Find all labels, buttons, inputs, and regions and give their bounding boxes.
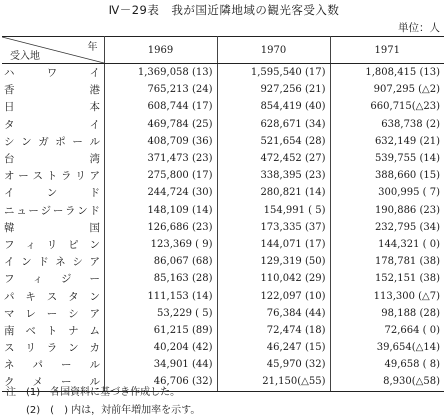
visitors-1969: 61,215 (89) xyxy=(104,322,217,339)
visitors-1970: 76,384 (44) xyxy=(217,305,330,322)
destination-label: タ イ xyxy=(4,118,100,131)
year-header-1969: 1969 xyxy=(104,37,217,64)
visitors-1969: 244,724 (30) xyxy=(104,184,217,201)
year-header-1971: 1971 xyxy=(330,37,444,64)
destination-name xyxy=(2,322,104,339)
destination-label: イ ン ド xyxy=(4,187,100,200)
visitors-1969: 86,067 (68) xyxy=(104,253,217,270)
destination-name xyxy=(2,150,104,167)
visitors-1969: 408,709 (36) xyxy=(104,133,217,150)
table-row xyxy=(2,253,444,270)
visitors-1971: 8,930(△58) xyxy=(330,373,444,391)
visitors-1971: 1,808,415 (13) xyxy=(365,67,440,79)
table-row xyxy=(2,184,444,201)
visitors-1970: 280,821 (14) xyxy=(217,184,330,201)
visitors-1971: 113,300 (△7) xyxy=(373,290,440,302)
corner-destination-label: 受入地 xyxy=(10,51,40,62)
visitors-1971: 98,188 (28) xyxy=(381,307,440,319)
destination-label: イ ン ド ネ シ ア xyxy=(4,256,100,269)
table-row xyxy=(2,356,444,373)
visitors-1970: 628,671 (34) xyxy=(217,116,330,133)
table-row xyxy=(2,322,444,339)
table-row xyxy=(2,133,444,150)
destination-name xyxy=(2,253,104,270)
destination-label: マ レ ー シ ア xyxy=(4,307,100,320)
visitors-1971: 190,886 (23) xyxy=(374,204,440,216)
destination-name xyxy=(2,356,104,373)
visitors-1970: 144,071 (17) xyxy=(217,236,330,253)
table-row xyxy=(2,64,444,82)
visitors-1970: 927,256 (21) xyxy=(217,81,330,98)
visitors-1971: 539,755 (14) xyxy=(374,153,440,165)
destination-label: シ ン ガ ポ ー ル xyxy=(4,135,100,148)
visitors-1970: 173,335 (37) xyxy=(217,219,330,236)
visitors-1969: 40,204 (42) xyxy=(104,339,217,356)
table-row xyxy=(2,305,444,322)
corner-header xyxy=(2,37,104,64)
visitors-1971: 660,715(△23) xyxy=(370,101,440,113)
visitors-1971: 232,795 (34) xyxy=(374,221,440,233)
visitors-1969: 275,800 (17) xyxy=(104,167,217,184)
visitors-1970: 122,097 (10) xyxy=(217,287,330,304)
destination-label: 南 ベ ト ナ ム xyxy=(4,324,100,337)
visitors-1970: 72,474 (18) xyxy=(217,322,330,339)
visitors-1969: 148,109 (14) xyxy=(104,202,217,219)
visitors-1971: 49,658 ( 8) xyxy=(384,359,440,371)
corner-year-label: 年 xyxy=(87,42,98,53)
visitors-1971: 632,149 (21) xyxy=(374,135,440,147)
visitors-1969: 46,706 (32) xyxy=(104,373,217,391)
destination-name xyxy=(2,184,104,201)
destination-label: フ ィ リ ピ ン xyxy=(4,238,100,251)
destination-label: オ ー ス ト ラ リ ア xyxy=(4,170,100,183)
visitors-1969: 34,901 (44) xyxy=(104,356,217,373)
visitors-1970: 1,595,540 (17) xyxy=(217,64,330,82)
visitors-1970: 45,970 (32) xyxy=(217,356,330,373)
visitors-1970: 472,452 (27) xyxy=(217,150,330,167)
table-row xyxy=(2,339,444,356)
visitors-1969: 126,686 (23) xyxy=(104,219,217,236)
table-row xyxy=(2,167,444,184)
table-row xyxy=(2,287,444,304)
visitors-1970: 129,319 (50) xyxy=(217,253,330,270)
visitors-1969: 608,744 (17) xyxy=(104,98,217,115)
visitors-1971: 638,738 (2) xyxy=(381,118,440,130)
table-row xyxy=(2,81,444,98)
footnote-2: (2) ( ) 内は，対前年増加率を示す。 xyxy=(6,405,201,416)
destination-label: ス リ ラ ン カ xyxy=(4,342,100,355)
visitors-1969: 85,163 (28) xyxy=(104,270,217,287)
destination-name xyxy=(2,219,104,236)
destination-name xyxy=(2,270,104,287)
visitors-1969: 1,369,058 (13) xyxy=(104,64,217,82)
visitors-1970: 521,654 (28) xyxy=(217,133,330,150)
destination-name xyxy=(2,287,104,304)
table-row xyxy=(2,116,444,133)
visitors-1971: 300,995 ( 7) xyxy=(378,187,440,199)
footnotes xyxy=(6,384,200,420)
visitors-1970: 338,395 (23) xyxy=(217,167,330,184)
footnote-1: 注 (1) 各国資料に基づき作成した。 xyxy=(6,387,181,398)
destination-label: 日 本 xyxy=(4,101,100,114)
destination-name xyxy=(2,236,104,253)
visitors-1969: 53,229 ( 5) xyxy=(104,305,217,322)
destination-name xyxy=(2,202,104,219)
destination-label: ク メ ー ル xyxy=(4,376,100,389)
unit-label: 単位：人 xyxy=(398,22,440,34)
visitors-1970: 21,150(△55) xyxy=(217,373,330,391)
visitors-1970: 854,419 (40) xyxy=(217,98,330,115)
table-row xyxy=(2,202,444,219)
visitors-1971: 907,295 (△2) xyxy=(373,84,440,96)
destination-name xyxy=(2,133,104,150)
destination-label: ネ パ ー ル xyxy=(4,359,100,372)
visitors-1969: 469,784 (25) xyxy=(104,116,217,133)
destination-label: 韓 国 xyxy=(4,221,100,234)
visitors-1969: 371,473 (23) xyxy=(104,150,217,167)
destination-name xyxy=(2,81,104,98)
table-row xyxy=(2,219,444,236)
visitors-1971: 144,321 ( 0) xyxy=(378,238,440,250)
table-body xyxy=(2,64,444,392)
visitors-1971: 152,151 (38) xyxy=(374,273,440,285)
visitors-1971: 39,654(△14) xyxy=(376,342,440,354)
visitors-1970: 154,991 ( 5) xyxy=(217,202,330,219)
visitors-1971: 72,664 ( 0) xyxy=(384,324,440,336)
table-title: Ⅳ－29表 我が国近隣地域の観光客受入数 xyxy=(108,3,340,17)
destination-label: フ ィ ジ ー xyxy=(4,273,100,286)
destination-name xyxy=(2,305,104,322)
visitors-1970: 46,247 (15) xyxy=(217,339,330,356)
visitors-1970: 110,042 (29) xyxy=(217,270,330,287)
header-row xyxy=(2,37,444,64)
destination-label: 台 湾 xyxy=(4,153,100,166)
destination-name xyxy=(2,116,104,133)
destination-name xyxy=(2,98,104,115)
visitors-1969: 765,213 (24) xyxy=(104,81,217,98)
visitors-1971: 388,660 (15) xyxy=(374,170,440,182)
destination-label: ニ ュ ー ジ ー ラ ン ド xyxy=(4,204,100,217)
destination-name xyxy=(2,64,104,82)
visitors-1969: 123,369 ( 9) xyxy=(104,236,217,253)
table-row xyxy=(2,270,444,287)
table-row xyxy=(2,150,444,167)
year-header-1970: 1970 xyxy=(217,37,330,64)
tourist-table xyxy=(2,36,444,392)
destination-label: 香 港 xyxy=(4,84,100,97)
destination-label: ハ ワ イ xyxy=(4,67,100,80)
destination-label: パ キ ス タ ン xyxy=(4,290,100,303)
visitors-1969: 111,153 (14) xyxy=(104,287,217,304)
table-row xyxy=(2,98,444,115)
destination-name xyxy=(2,339,104,356)
table-row xyxy=(2,236,444,253)
visitors-1971: 178,781 (38) xyxy=(374,256,440,268)
destination-name xyxy=(2,167,104,184)
